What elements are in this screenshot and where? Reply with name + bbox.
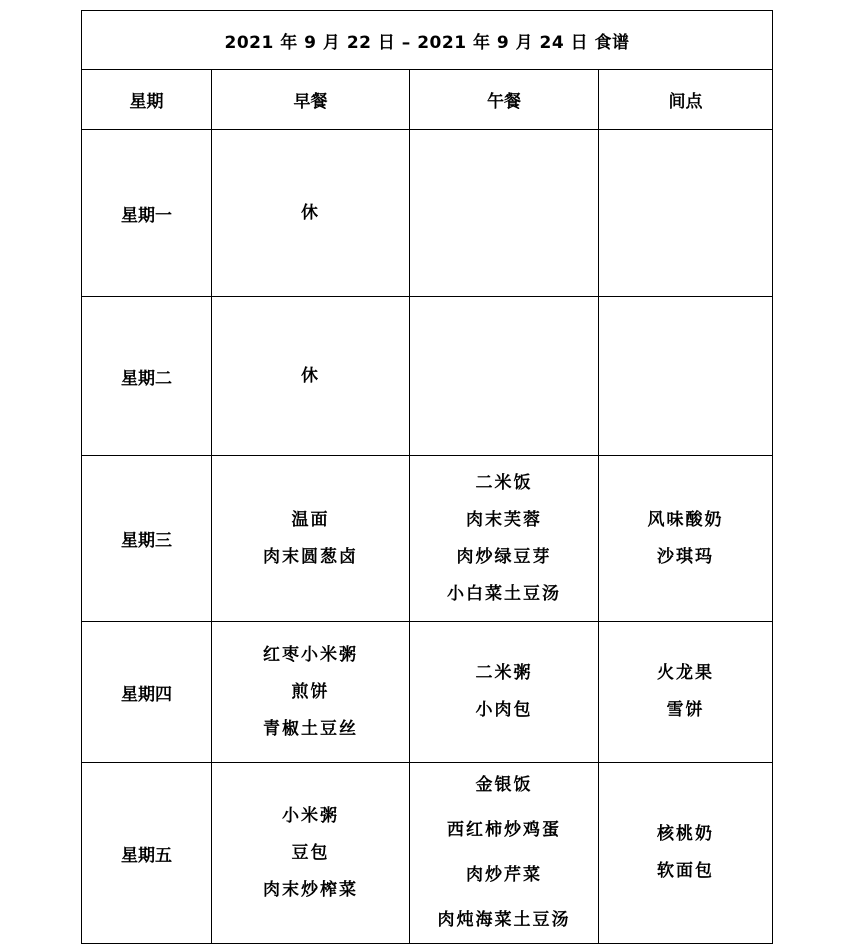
snack-cell [599,456,773,622]
menu-item: 小肉包 [475,700,533,720]
header-snack: 间点 [599,70,773,130]
menu-item: 肉末炒榨菜 [263,879,358,900]
menu-item: 风味酸奶 [647,509,724,530]
day-cell: 星期一 [82,130,212,297]
menu-item: 煎饼 [291,681,330,702]
menu-item: 肉炖海菜土豆汤 [437,910,571,930]
menu-item: 火龙果 [657,663,715,683]
menu-item: 金银饭 [475,775,533,795]
lunch-cell [410,297,599,456]
menu-item: 红枣小米粥 [263,644,358,665]
snack-cell [599,297,773,456]
day-cell: 星期五 [82,763,212,944]
header-lunch: 午餐 [410,70,599,130]
lunch-cell [410,622,599,763]
menu-item: 肉炒绿豆芽 [456,546,552,567]
menu-item: 青椒土豆丝 [263,718,358,739]
menu-item: 温面 [291,509,330,530]
breakfast-cell [212,763,410,944]
snack-cell [599,763,773,944]
lunch-cell [410,130,599,297]
lunch-cell [410,763,599,944]
menu-item: 西红柿炒鸡蛋 [447,820,561,840]
menu-item: 核桃奶 [657,824,715,844]
menu-item: 软面包 [657,861,715,881]
header-day: 星期 [82,70,212,130]
menu-item: 豆包 [291,842,330,863]
day-cell: 星期四 [82,622,212,763]
menu-table [81,10,773,944]
menu-item: 雪饼 [666,700,705,720]
menu-item: 沙琪玛 [657,546,715,567]
day-cell: 星期三 [82,456,212,622]
day-cell: 星期二 [82,297,212,456]
breakfast-cell [212,297,410,456]
menu-item: 肉末芙蓉 [466,509,542,530]
table-row [82,763,773,944]
menu-item: 休 [301,365,320,386]
breakfast-cell [212,622,410,763]
snack-cell [599,130,773,297]
menu-item: 二米饭 [475,472,533,493]
menu-item: 肉末圆葱卤 [263,546,358,567]
menu-item: 二米粥 [475,663,533,683]
breakfast-cell [212,456,410,622]
breakfast-cell [212,130,410,297]
menu-title: 2021 年 9 月 22 日 – 2021 年 9 月 24 日 食谱 [82,11,773,70]
snack-cell [599,622,773,763]
menu-item: 肉炒芹菜 [466,865,542,885]
table-row [82,297,773,456]
lunch-cell [410,456,599,622]
menu-item: 小米粥 [282,805,339,826]
menu-item: 小白菜土豆汤 [447,583,561,604]
table-row [82,622,773,763]
menu-item: 休 [301,202,320,223]
table-row [82,456,773,622]
table-row [82,130,773,297]
header-breakfast: 早餐 [212,70,410,130]
